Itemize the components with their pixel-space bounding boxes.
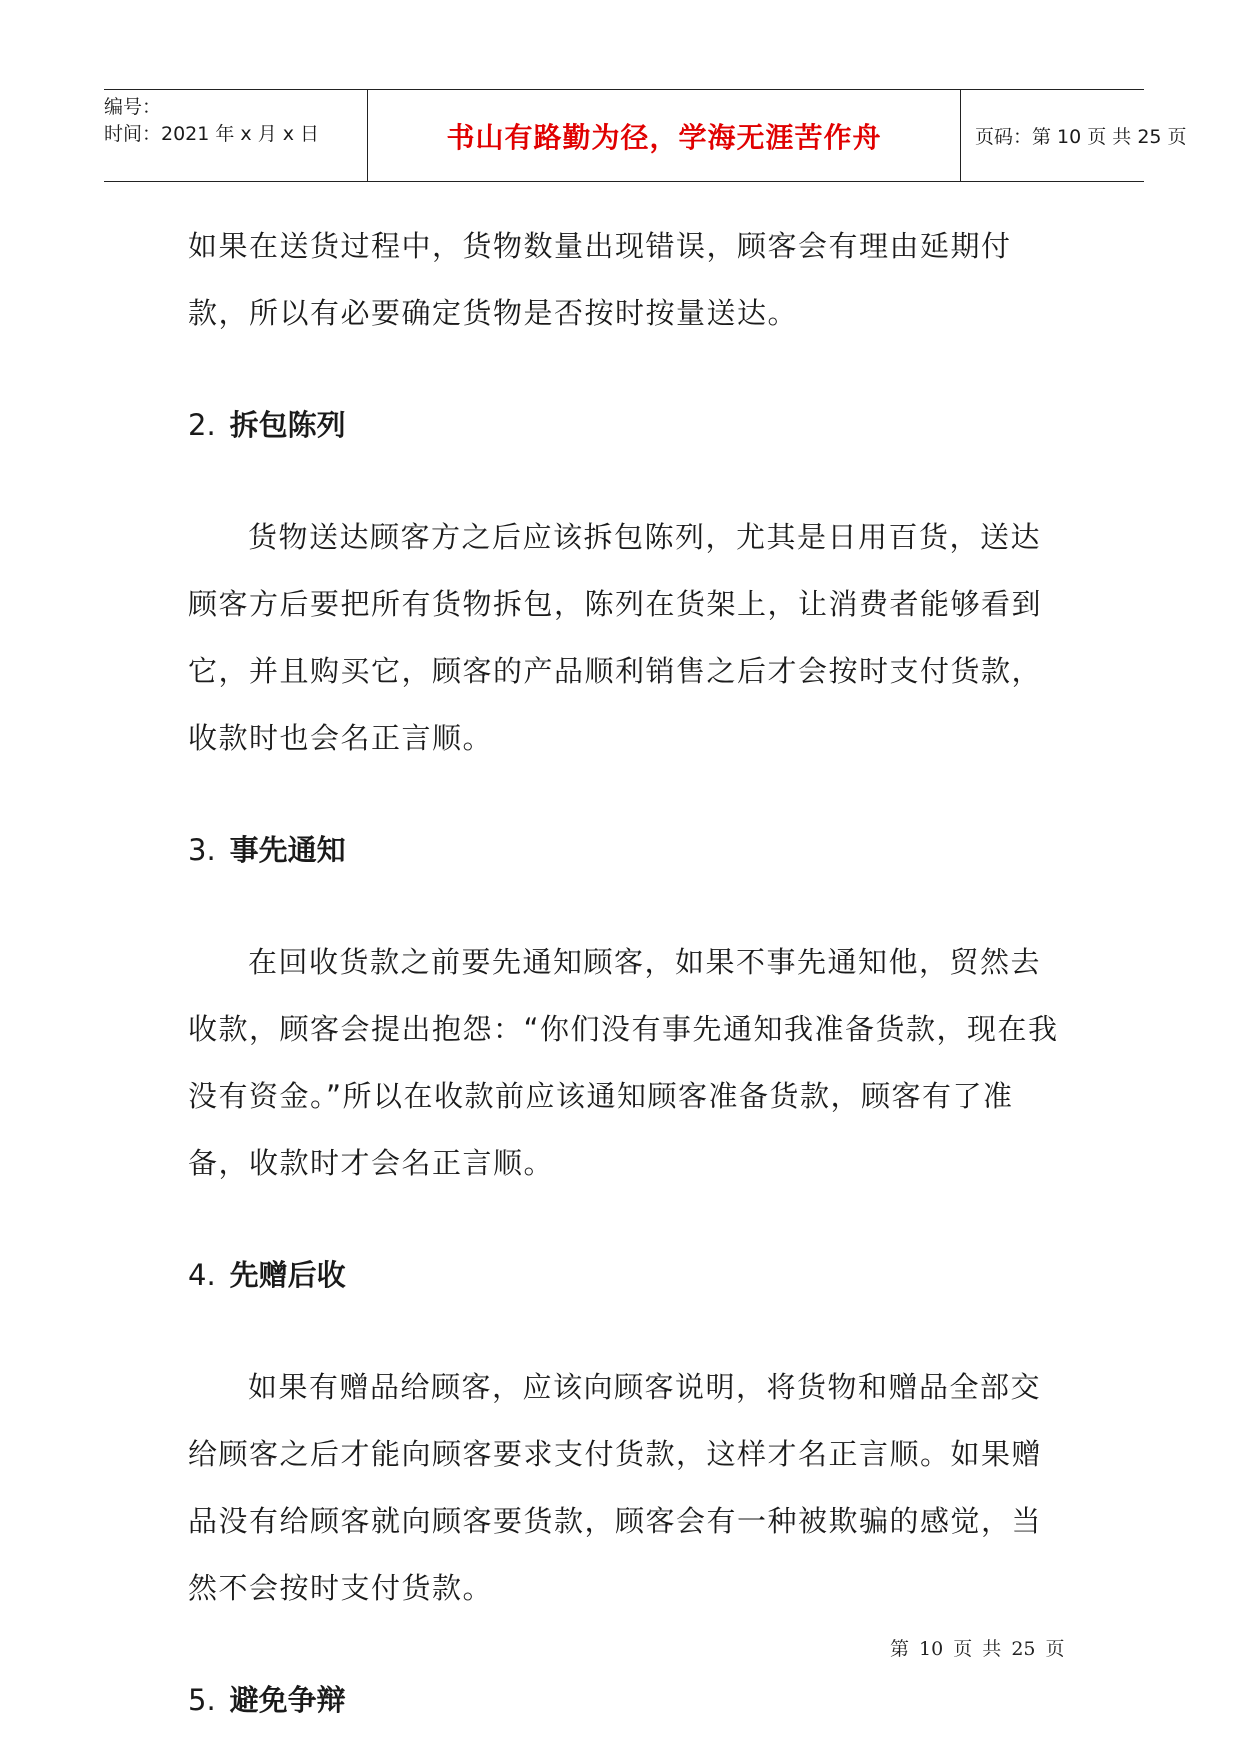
section-heading-2 [188,392,1068,459]
serial-number-label: 编号： [104,96,162,118]
section-number: 4. [188,1258,216,1292]
section-title: 拆包陈列 [229,408,346,442]
paragraph: 在回收货款之前要先通知顾客，如果不事先通知他，贸然去收款，顾客会提出抱怨：“你们没有事先通知我准备货款，现在我没有资金。”所以在收款前应该通知顾客准备货款，顾客有了准备，收款时才会名正言顺。 [188,945,1059,1180]
section-heading-4 [188,1242,1068,1309]
header-meta-cell [104,90,368,181]
paragraph: 货物送达顾客方之后应该拆包陈列，尤其是日用百货，送达顾客方后要把所有货物拆包，陈列在货架上，让消费者能够看到它，并且购买它，顾客的产品顺利销售之后才会按时支付货款，收款时也会名正言顺。 [188,520,1043,755]
section-title: 避免争辩 [229,1683,346,1717]
section-title: 事先通知 [229,833,346,867]
header-page-number: 页码：第 10 页 共 25 页 [975,126,1187,148]
header-motto: 书山有路勤为径，学海无涯苦作舟 [368,90,961,181]
section-heading-5 [188,1667,1068,1734]
section-title: 先赠后收 [229,1258,346,1292]
section-number: 2. [188,408,216,442]
paragraph-continued: 如果在送货过程中，货物数量出现错误，顾客会有理由延期付款，所以有必要确定货物是否按时按量送达。 [188,229,1012,330]
footer-page-number: 第 10 页 共 25 页 [890,1638,1065,1660]
page-header [104,89,1187,182]
date-label: 时间：2021 年 x 月 x 日 [104,123,320,145]
document-body [188,213,1068,1734]
paragraph: 如果有赠品给顾客，应该向顾客说明，将货物和赠品全部交给顾客之后才能向顾客要求支付货款，这样才名正言顺。如果赠品没有给顾客就向顾客要货款，顾客会有一种被欺骗的感觉，当然不会按时支付货款。 [188,1370,1043,1605]
section-number: 5. [188,1683,216,1717]
section-heading-3 [188,817,1068,884]
section-number: 3. [188,833,216,867]
